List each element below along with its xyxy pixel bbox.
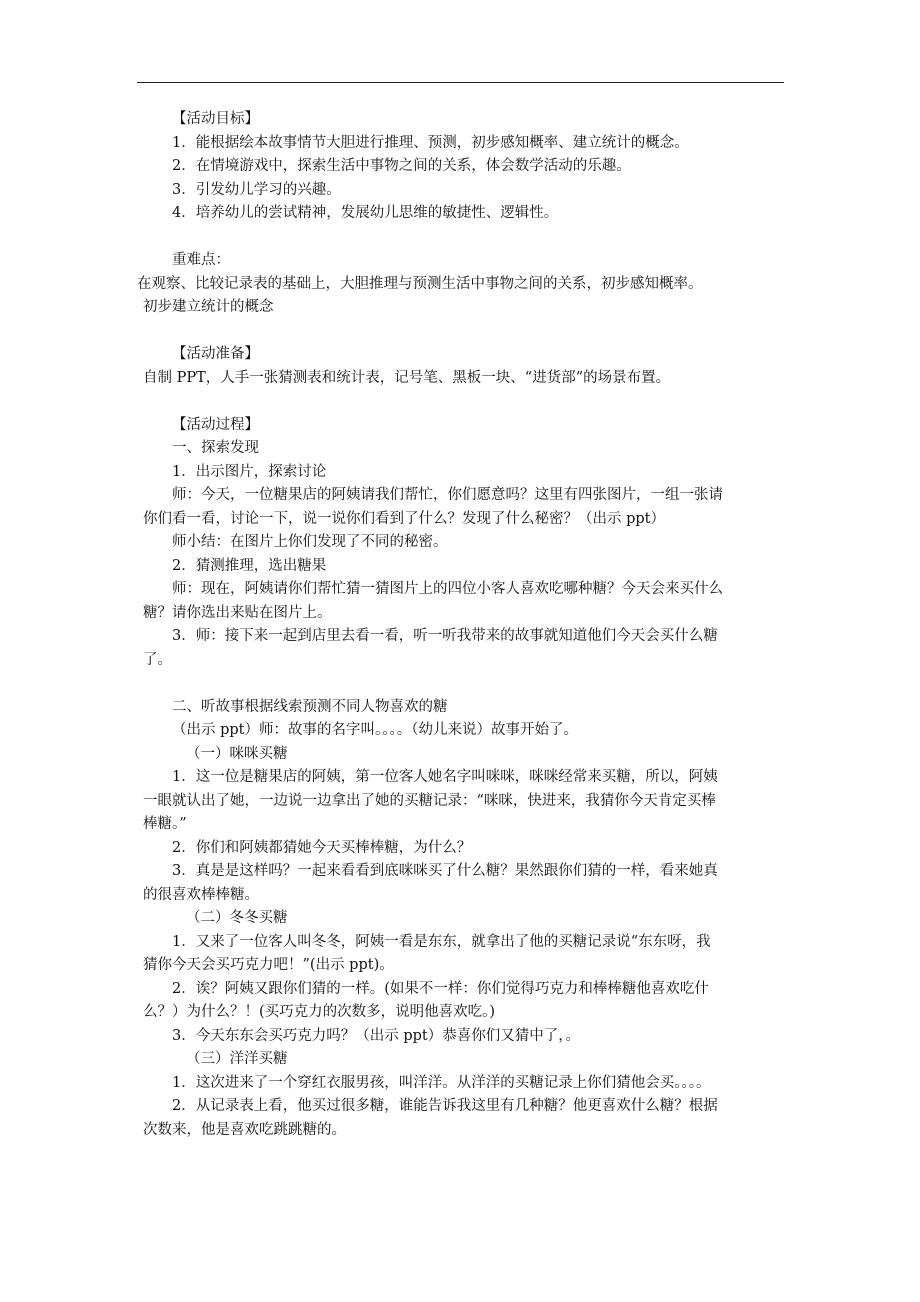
key-points-line: 初步建立统计的概念 (143, 299, 274, 315)
process-line: 2．猜测推理，选出糖果 (172, 557, 327, 574)
story-line: 猜你今天会买巧克力吧！”(出示 ppt)。 (143, 957, 394, 973)
story-line: 2．你们和阿姨都猜她今天买棒棒糖，为什么？ (172, 839, 472, 856)
process-line: 你们看一看，讨论一下，说一说你们看到了什么？发现了什么秘密？（出示 ppt） (143, 510, 665, 527)
preparation-line: 自制 PPT，人手一张猜测表和统计表，记号笔、黑板一块、“进货部”的场景布置。 (143, 369, 671, 386)
process-line: 1．出示图片，探索讨论 (172, 463, 327, 480)
story-line: 1．又来了一位客人叫冬冬，阿姨一看是东东，就拿出了他的买糖记录说“东东呀，我 (172, 933, 711, 950)
section-heading-key-points: 重难点： (172, 252, 230, 268)
process-line: 3．师：接下来一起到店里去看一看，听一听我带来的故事就知道他们今天会买什么糖 (172, 628, 718, 644)
story-line: 3．真是是这样吗？一起来看看到底咪咪买了什么糖？果然跟你们猜的一样，看来她真 (172, 863, 718, 879)
process-line: 师：今天，一位糖果店的阿姨请我们帮忙，你们愿意吗？这里有四张图片，一组一张请 (172, 487, 723, 503)
process-line: 糖？请你选出来贴在图片上。 (143, 604, 332, 621)
story-line: 么？）为什么？！(买巧克力的次数多，说明他喜欢吃。) (143, 1004, 496, 1020)
goal-item: 2．在情境游戏中，探索生活中事物之间的关系，体会数学活动的乐趣。 (172, 158, 631, 174)
story-line: 2．从记录表上看，他买过很多糖，谁能告诉我这里有几种糖？他更喜欢什么糖？根据 (172, 1098, 718, 1114)
document-body (137, 108, 792, 1142)
process-line: 一、探索发现 (172, 440, 259, 456)
section-heading-goals: 【活动目标】 (172, 111, 259, 127)
header-rule (137, 82, 784, 83)
story-line: 的很喜欢棒棒糖。 (143, 886, 259, 903)
story-line: 1．这一位是糖果店的阿姨，第一位客人她名字叫咪咪，咪咪经常来买糖，所以，阿姨 (172, 769, 718, 785)
section-heading-preparation: 【活动准备】 (172, 346, 259, 362)
goal-item: 3．引发幼儿学习的兴趣。 (172, 181, 341, 198)
story-line: 1．这次进来了一个穿红衣服男孩，叫洋洋。从洋洋的买糖记录上你们猜他会买。。。。 (172, 1074, 711, 1091)
story-line: （出示 ppt）师：故事的名字叫。。。。（幼儿来说）故事开始了。 (172, 722, 578, 738)
story-line: 一眼就认出了她，一边说一边拿出了她的买糖记录：“咪咪，快进来，我猜你今天肯定买棒 (143, 792, 716, 809)
story-line: 次数来，他是喜欢吃跳跳糖的。 (143, 1121, 346, 1138)
process-line: 了。 (143, 651, 172, 668)
process-line: 师小结：在图片上你们发现了不同的秘密。 (172, 534, 448, 550)
goal-item: 4．培养幼儿的尝试精神，发展幼儿思维的敏捷性、逻辑性。 (172, 205, 559, 221)
story-heading: 二、听故事根据线索预测不同人物喜欢的糖 (172, 698, 448, 715)
story-subheading: （一）咪咪买糖 (186, 745, 288, 762)
story-subheading: （二）冬冬买糖 (186, 910, 288, 926)
goal-item: 1．能根据绘本故事情节大胆进行推理、预测，初步感知概率、建立统计的概念。 (172, 134, 689, 151)
story-line: 3．今天东东会买巧克力吗？（出示 ppt）恭喜你们又猜中了，。 (172, 1027, 580, 1044)
process-line: 师：现在，阿姨请你们帮忙猜一猜图片上的四位小客人喜欢吃哪种糖？今天会来买什么 (172, 581, 723, 597)
key-points-line: 在观察、比较记录表的基础上，大胆推理与预测生活中事物之间的关系，初步感知概率。 (137, 275, 703, 292)
section-heading-process: 【活动过程】 (172, 416, 259, 433)
story-line: 2．诶？阿姨又跟你们猜的一样。(如果不一样：你们觉得巧克力和棒棒糖他喜欢吃什 (172, 980, 709, 997)
story-subheading: （三）洋洋买糖 (186, 1051, 288, 1067)
story-line: 棒糖。” (143, 816, 187, 832)
